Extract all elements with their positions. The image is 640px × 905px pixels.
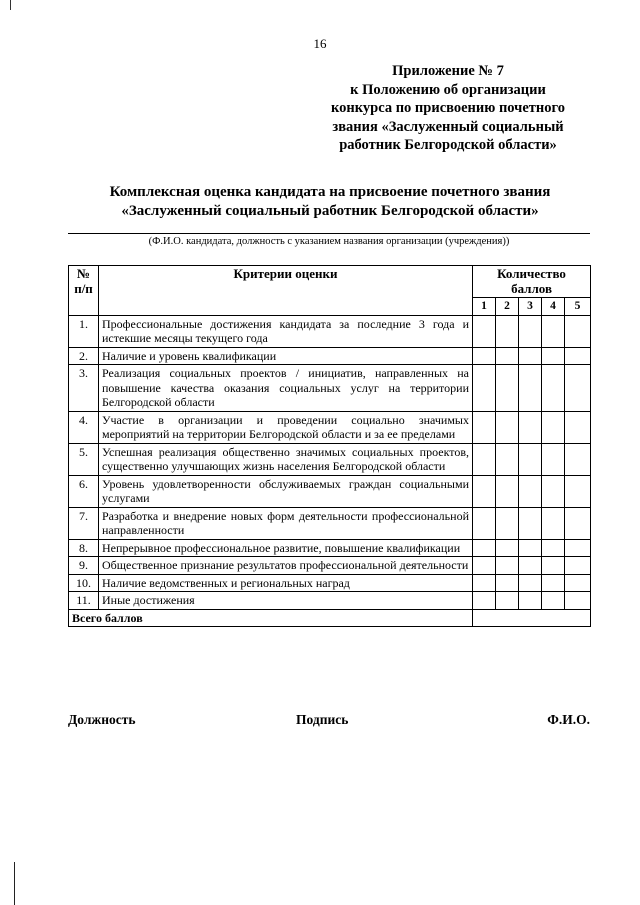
table-row <box>69 574 591 592</box>
fio-fill-line[interactable] <box>68 233 590 234</box>
score-cell[interactable] <box>565 592 591 610</box>
score-column-header: 5 <box>565 298 591 316</box>
document-title <box>60 183 600 221</box>
document-title-line: «Заслуженный социальный работник Белгородской области» <box>121 203 539 219</box>
score-cell[interactable] <box>496 557 519 575</box>
score-cell[interactable] <box>565 365 591 412</box>
criterion-text: Успешная реализация общественно значимых социальных проектов, существенно улучшающих жизнь населения Белгородской области <box>99 443 473 475</box>
score-cell[interactable] <box>565 557 591 575</box>
score-cell[interactable] <box>565 443 591 475</box>
criterion-number: 7. <box>69 507 99 539</box>
scan-edge-mark-bottom <box>14 862 15 905</box>
score-cell[interactable] <box>473 347 496 365</box>
header-score: Количество баллов <box>473 266 591 298</box>
table-row <box>69 411 591 443</box>
table-row <box>69 475 591 507</box>
score-cell[interactable] <box>496 411 519 443</box>
appendix-title: Приложение № 7 <box>392 63 504 79</box>
total-score-cell[interactable] <box>473 609 591 627</box>
score-cell[interactable] <box>496 315 519 347</box>
table-row <box>69 557 591 575</box>
score-cell[interactable] <box>519 592 542 610</box>
score-cell[interactable] <box>519 315 542 347</box>
score-cell[interactable] <box>542 365 565 412</box>
table-row <box>69 315 591 347</box>
criterion-text: Разработка и внедрение новых форм деятельности профессиональной направленности <box>99 507 473 539</box>
score-cell[interactable] <box>496 539 519 557</box>
score-column-header: 4 <box>542 298 565 316</box>
score-cell[interactable] <box>473 315 496 347</box>
table-row <box>69 347 591 365</box>
score-cell[interactable] <box>542 475 565 507</box>
criterion-number: 8. <box>69 539 99 557</box>
score-column-header: 1 <box>473 298 496 316</box>
score-cell[interactable] <box>542 443 565 475</box>
score-column-header: 2 <box>496 298 519 316</box>
table-row <box>69 592 591 610</box>
score-cell[interactable] <box>519 365 542 412</box>
score-cell[interactable] <box>496 443 519 475</box>
fio-caption: (Ф.И.О. кандидата, должность с указанием названия организации (учреждения)) <box>148 236 510 247</box>
score-cell[interactable] <box>542 574 565 592</box>
scan-edge-mark-top <box>10 0 11 10</box>
total-label: Всего баллов <box>69 609 473 627</box>
score-cell[interactable] <box>496 347 519 365</box>
score-cell[interactable] <box>519 539 542 557</box>
criterion-number: 9. <box>69 557 99 575</box>
appendix-line: конкурса по присвоению почетного <box>330 100 566 116</box>
criterion-text: Уровень удовлетворенности обслуживаемых граждан социальными услугами <box>99 475 473 507</box>
score-cell[interactable] <box>473 365 496 412</box>
score-cell[interactable] <box>542 315 565 347</box>
table-row <box>69 507 591 539</box>
score-cell[interactable] <box>519 443 542 475</box>
score-cell[interactable] <box>565 315 591 347</box>
score-cell[interactable] <box>565 347 591 365</box>
score-cell[interactable] <box>496 592 519 610</box>
criterion-text: Общественное признание результатов профессиональной деятельности <box>99 557 473 575</box>
score-cell[interactable] <box>519 475 542 507</box>
score-cell[interactable] <box>519 411 542 443</box>
score-cell[interactable] <box>473 592 496 610</box>
criterion-number: 4. <box>69 411 99 443</box>
table-header-row <box>69 266 591 298</box>
appendix-line: к Положению об организации <box>350 81 546 98</box>
signature-position-label: Должность <box>68 712 136 727</box>
score-cell[interactable] <box>473 507 496 539</box>
score-cell[interactable] <box>519 507 542 539</box>
criterion-number: 1. <box>69 315 99 347</box>
signature-fio-label: Ф.И.О. <box>547 712 590 727</box>
score-cell[interactable] <box>473 557 496 575</box>
criterion-number: 11. <box>69 592 99 610</box>
score-column-header: 3 <box>519 298 542 316</box>
document-title-line: Комплексная оценка кандидата на присвоение почетного звания <box>109 184 551 200</box>
score-cell[interactable] <box>565 574 591 592</box>
score-cell[interactable] <box>496 365 519 412</box>
score-cell[interactable] <box>496 574 519 592</box>
criterion-text: Наличие ведомственных и региональных наград <box>99 574 473 592</box>
criterion-number: 5. <box>69 443 99 475</box>
criterion-number: 3. <box>69 365 99 412</box>
score-cell[interactable] <box>565 475 591 507</box>
score-cell[interactable] <box>542 507 565 539</box>
score-cell[interactable] <box>519 574 542 592</box>
criterion-text: Профессиональные достижения кандидата за последние 3 года и истекшие месяцы текущего года <box>99 315 473 347</box>
criterion-text: Иные достижения <box>99 592 473 610</box>
score-cell[interactable] <box>496 507 519 539</box>
criterion-text: Реализация социальных проектов / инициатив, направленных на повышение качества оказания социальных услуг на территории Белгородской области <box>99 365 473 412</box>
appendix-line: звания «Заслуженный социальный <box>332 118 564 135</box>
table-total-row <box>69 609 591 627</box>
score-cell[interactable] <box>565 507 591 539</box>
criterion-number: 6. <box>69 475 99 507</box>
criterion-text: Наличие и уровень квалификации <box>99 347 473 365</box>
score-cell[interactable] <box>473 443 496 475</box>
criterion-text: Непрерывное профессиональное развитие, повышение квалификации <box>99 539 473 557</box>
score-cell[interactable] <box>542 347 565 365</box>
score-cell[interactable] <box>473 475 496 507</box>
score-cell[interactable] <box>565 411 591 443</box>
score-cell[interactable] <box>542 557 565 575</box>
criterion-number: 2. <box>69 347 99 365</box>
score-cell[interactable] <box>519 347 542 365</box>
header-criteria: Критерии оценки <box>99 266 473 316</box>
appendix-line: работник Белгородской области» <box>339 137 557 153</box>
signature-sign-label: Подпись <box>296 712 349 727</box>
score-cell[interactable] <box>565 539 591 557</box>
header-num: № п/п <box>69 266 99 316</box>
score-cell[interactable] <box>473 574 496 592</box>
score-cell[interactable] <box>542 592 565 610</box>
score-cell[interactable] <box>496 475 519 507</box>
score-cell[interactable] <box>542 539 565 557</box>
score-cell[interactable] <box>473 411 496 443</box>
score-cell[interactable] <box>519 557 542 575</box>
score-cell[interactable] <box>473 539 496 557</box>
table-row <box>69 443 591 475</box>
score-cell[interactable] <box>542 411 565 443</box>
table-row <box>69 365 591 412</box>
evaluation-table <box>68 265 591 627</box>
appendix-heading <box>318 62 578 155</box>
table-row <box>69 539 591 557</box>
criterion-number: 10. <box>69 574 99 592</box>
page-number: 16 <box>313 36 327 51</box>
criterion-text: Участие в организации и проведении социально значимых мероприятий на территории Белгородской области и за ее пределами <box>99 411 473 443</box>
